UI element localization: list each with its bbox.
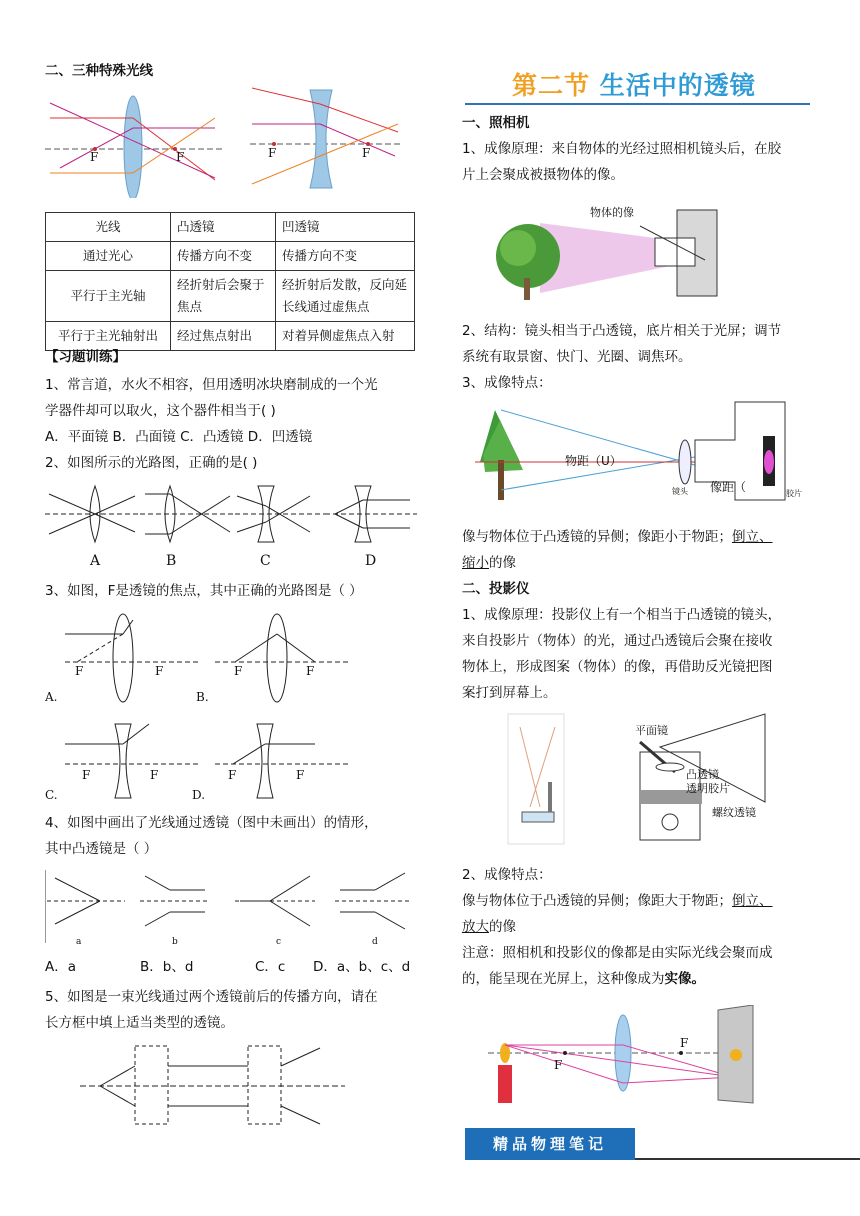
q3-label-b: B. xyxy=(196,690,209,704)
q3-focus: F xyxy=(306,664,315,678)
table-header: 光线 xyxy=(46,213,171,242)
q4-option-b: B．b、d xyxy=(140,959,194,975)
title-divider xyxy=(465,103,810,105)
q4-sublabel-a: a xyxy=(76,937,82,947)
brand-divider xyxy=(635,1158,860,1160)
focus-label-upper: F xyxy=(680,1036,689,1050)
film-label-projector: 透明胶片 xyxy=(686,782,730,795)
table-cell: 传播方向不变 xyxy=(276,242,415,271)
title-section: 第二节 xyxy=(512,71,591,100)
special-rays-table xyxy=(45,212,415,351)
image-distance-label: 像距（ xyxy=(710,480,747,494)
camera-structure-line2: 系统有取景窗、快门、光圈、调焦环。 xyxy=(462,349,692,365)
q3-label-c: C. xyxy=(45,788,58,802)
q4-option-a: A．a xyxy=(45,959,77,975)
title-text: 生活中的透镜 xyxy=(599,71,756,100)
table-cell: 经过焦点射出 xyxy=(171,322,276,351)
q1-line1: 1、常言道，水火不相容，但用透明冰块磨制成的一个光 xyxy=(45,377,378,393)
camera-image-label: 物体的像 xyxy=(590,206,634,219)
table-cell: 经折射后会聚于焦点 xyxy=(171,271,276,322)
projector-result-b: 倒立、 xyxy=(732,893,773,909)
concave-lens-diagram xyxy=(250,84,400,196)
table-cell: 对着异侧虚焦点入射 xyxy=(276,322,415,351)
q4-diagrams xyxy=(45,868,415,948)
q5-line1: 5、如图是一束光线通过两个透镜前后的传播方向，请在 xyxy=(45,989,378,1005)
table-cell: 经折射后发散，反向延长线通过虚焦点 xyxy=(276,271,415,322)
table-cell: 平行于主光轴 xyxy=(46,271,171,322)
q3-focus: F xyxy=(82,768,91,782)
table-cell: 通过光心 xyxy=(46,242,171,271)
q5-diagram xyxy=(80,1040,345,1130)
projector-principle xyxy=(462,602,827,706)
camera-structure-line1: 2、结构：镜头相当于凸透镜，底片相关于光屏；调节 xyxy=(462,323,782,339)
focus-label-lower: F xyxy=(554,1058,563,1072)
camera-principle-line1: 1、成像原理：来自物体的光经过照相机镜头后，在胶 xyxy=(462,141,782,157)
q5-line2: 长方框中填上适当类型的透镜。 xyxy=(45,1015,234,1031)
q4-line2: 其中凸透镜是（ ） xyxy=(45,841,158,857)
camera-structure xyxy=(462,318,822,370)
q3-diagrams xyxy=(45,612,375,802)
camera-imaging-figure xyxy=(475,400,810,508)
projector-result-d: 的像 xyxy=(489,919,516,935)
q2-label-d: D xyxy=(365,553,377,569)
table-cell: 传播方向不变 xyxy=(171,242,276,271)
projector-principle-line2: 来自投影片（物体）的光，通过凸透镜后会聚在接收 xyxy=(462,633,773,649)
page-title xyxy=(512,66,756,102)
table-row xyxy=(46,242,415,271)
film-label: 胶片 xyxy=(786,489,802,498)
exercise-heading: 【习题训练】 xyxy=(45,349,126,365)
q4-sublabel-b: b xyxy=(172,937,178,947)
plane-mirror-label: 平面镜 xyxy=(635,724,668,737)
projector-result-a: 像与物体位于凸透镜的异侧；像距大于物距； xyxy=(462,893,732,909)
q4-option-c: C．c xyxy=(255,959,286,975)
camera-result-a: 像与物体位于凸透镜的异侧；像距小于物距； xyxy=(462,529,732,545)
lens-label: 镜头 xyxy=(672,487,688,496)
q4-sublabel-d: d xyxy=(372,937,378,947)
q3-focus: F xyxy=(75,664,84,678)
focus-label-concave-right: F xyxy=(362,146,371,160)
table-row xyxy=(46,271,415,322)
q4-option-d: D．a、b、c、d xyxy=(313,959,411,975)
table-header-row xyxy=(46,213,415,242)
focus-label-right: F xyxy=(176,150,185,164)
focus-label-concave-left: F xyxy=(268,146,277,160)
projector-principle-line1: 1、成像原理：投影仪上有一个相当于凸透镜的镜头， xyxy=(462,607,782,623)
camera-result-c: 缩小 xyxy=(462,555,489,571)
projector-note-line2a: 的，能呈现在光屏上，这种像成为 xyxy=(462,971,665,987)
projector-result-c: 放大 xyxy=(462,919,489,935)
real-image-figure xyxy=(468,1005,768,1105)
camera-features-heading: 3、成像特点： xyxy=(462,375,552,391)
q3-focus: F xyxy=(228,768,237,782)
q2-label-b: B xyxy=(166,553,177,569)
camera-result xyxy=(462,524,822,576)
projector-features-heading: 2、成像特点： xyxy=(462,867,552,883)
table-header: 凹透镜 xyxy=(276,213,415,242)
q3-text: 3、如图，F是透镜的焦点，其中正确的光路图是（ ） xyxy=(45,583,363,599)
camera-heading: 一、照相机 xyxy=(462,115,530,131)
projector-note-line1: 注意：照相机和投影仪的像都是由实际光线会聚而成 xyxy=(462,945,773,961)
q3-label-d: D. xyxy=(192,788,206,802)
q3-focus: F xyxy=(234,664,243,678)
projector-principle-line4: 案打到屏幕上。 xyxy=(462,685,557,701)
q3-focus: F xyxy=(155,664,164,678)
fresnel-lens-label: 螺纹透镜 xyxy=(712,806,756,819)
convex-lens-diagram xyxy=(45,88,225,198)
camera-principle xyxy=(462,136,817,188)
q2-label-c: C xyxy=(260,553,271,569)
q3-focus: F xyxy=(150,768,159,782)
table-cell: 平行于主光轴射出 xyxy=(46,322,171,351)
q1-options: A．平面镜 B．凸面镜 C．凸透镜 D．凹透镜 xyxy=(45,429,313,445)
camera-principle-line2: 片上会聚成被摄物体的像。 xyxy=(462,167,624,183)
camera-result-b: 倒立、 xyxy=(732,529,773,545)
object-distance-label: 物距（U） xyxy=(565,454,622,468)
q2-label-a: A xyxy=(90,553,101,569)
table-header: 凸透镜 xyxy=(171,213,276,242)
q1-line2: 学器件却可以取火，这个器件相当于( ) xyxy=(45,403,276,419)
projector-note-line2b: 实像。 xyxy=(664,971,705,987)
q2-diagrams xyxy=(45,482,420,552)
q3-label-a: A. xyxy=(45,690,58,704)
projector-heading: 二、投影仪 xyxy=(462,581,530,597)
camera-result-d: 的像 xyxy=(489,555,516,571)
q3-focus: F xyxy=(296,768,305,782)
focus-label-left: F xyxy=(90,150,99,164)
projector-principle-line3: 物体上，形成图案（物体）的像，再借助反光镜把图 xyxy=(462,659,773,675)
section-heading-special-rays: 二、三种特殊光线 xyxy=(45,63,153,79)
brand-banner: 精品物理笔记 xyxy=(465,1128,635,1160)
convex-lens-label: 凸透镜 xyxy=(686,768,719,781)
projector-result xyxy=(462,888,822,992)
q4-line1: 4、如图中画出了光线通过透镜（图中未画出）的情形， xyxy=(45,815,378,831)
q2-text: 2、如图所示的光路图，正确的是( ) xyxy=(45,455,258,471)
q4-sublabel-c: c xyxy=(276,937,282,947)
